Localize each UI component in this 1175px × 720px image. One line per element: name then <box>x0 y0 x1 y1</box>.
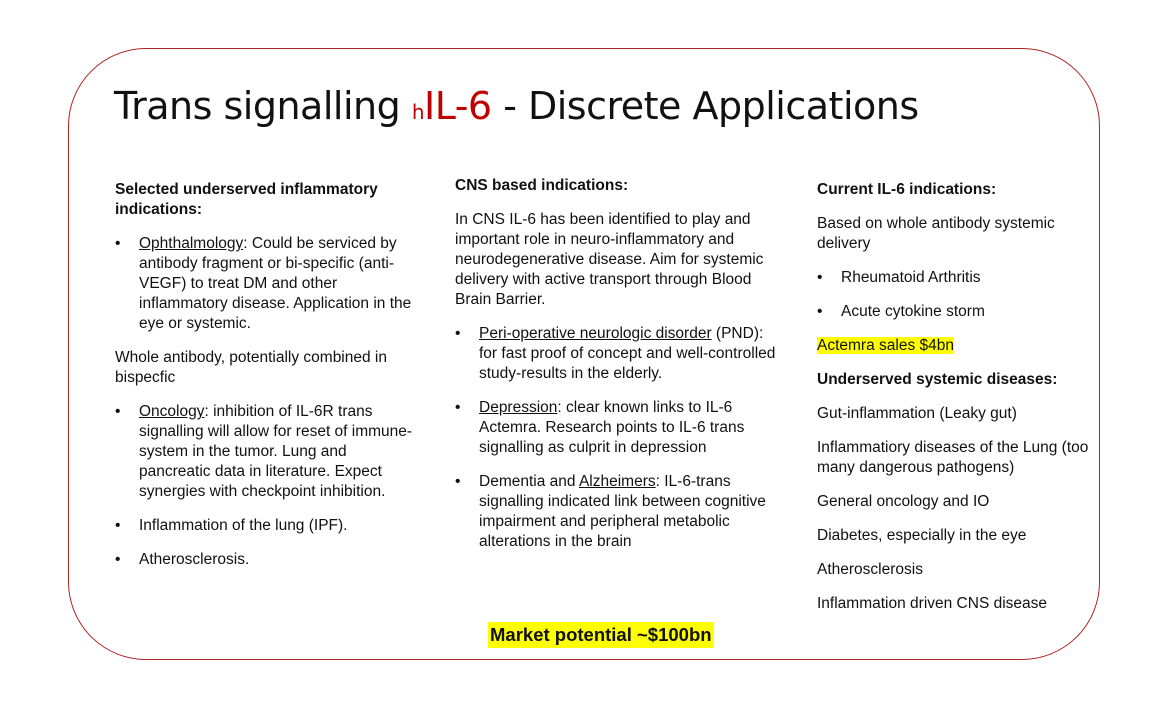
col2-b3-text: : IL-6-trans signalling indicated link between cognitive impairment and peripheral metabolic alterations in the brain <box>479 473 766 550</box>
title-prefix: Trans signalling <box>114 84 412 128</box>
col3-item: Diabetes, especially in the eye <box>817 527 1027 544</box>
col2-intro: In CNS IL-6 has been identified to play and important role in neuro-inflammatory and neurodegenerative disease. Aim for systemic delivery with active transport through Blood Brain Barrier. <box>455 211 764 308</box>
col2-bullet-depression <box>455 398 785 458</box>
col1-paragraph: Whole antibody, potentially combined in bispecfic <box>115 349 387 386</box>
col3-bullet-cytokine: • Acute cytokine storm <box>817 302 1092 322</box>
col3-item: Inflammation driven CNS disease <box>817 595 1048 612</box>
col3-sales-highlight: Actemra sales $4bn <box>817 337 954 354</box>
col1-bullet-ophthalmology <box>115 234 415 334</box>
col2-b3-label: Alzheimers <box>578 473 656 490</box>
col1-heading: Selected underserved inflammatory indications: <box>115 181 378 218</box>
col2-bullet-dementia <box>455 472 785 552</box>
column-current <box>817 180 1092 628</box>
col3-heading2: Underserved systemic diseases: <box>817 371 1058 388</box>
col1-bullet-atherosclerosis: • Atherosclerosis. <box>115 550 415 570</box>
title-suffix: - Discrete Applications <box>491 84 919 128</box>
slide-title <box>114 84 919 128</box>
col1-bullet-ipf: • Inflammation of the lung (IPF). <box>115 516 415 536</box>
col2-bullet-pnd <box>455 324 785 384</box>
title-subscript: h <box>411 100 424 124</box>
market-potential-highlight: Market potential ~$100bn <box>488 622 714 648</box>
col3-intro: Based on whole antibody systemic delivery <box>817 215 1055 252</box>
col2-heading: CNS based indications: <box>455 177 629 194</box>
column-cns <box>455 176 785 566</box>
title-main: IL-6 <box>424 84 492 128</box>
col2-b2-label: Depression <box>479 399 558 416</box>
col1-b1-text: : Could be serviced by antibody fragment or bi-specific (anti-VEGF) to treat DM and other inflammatory disease. Application in the eye or systemic. <box>139 235 412 332</box>
col3-heading: Current IL-6 indications: <box>817 181 997 198</box>
col1-b2-text: : inhibition of IL-6R trans signalling will allow for reset of immune-system in the tumor. Lung and pancreatic data in literature. Expect synergies with checkpoint inhibition. <box>139 403 413 500</box>
col2-b3-pre: Dementia and <box>479 473 579 490</box>
col3-item: Gut-inflammation (Leaky gut) <box>817 405 1017 422</box>
col3-item: General oncology and IO <box>817 493 990 510</box>
col2-b1-text: (PND): for fast proof of concept and well-controlled study-results in the elderly. <box>479 325 776 382</box>
col3-bullet-ra: • Rheumatoid Arthritis <box>817 268 1092 288</box>
col3-item: Atherosclerosis <box>817 561 923 578</box>
col3-item: Inflammatiory diseases of the Lung (too many dangerous pathogens) <box>817 439 1089 476</box>
col2-b1-label: Peri-operative neurologic disorder <box>479 325 712 342</box>
col1-b2-label: Oncology <box>139 403 205 420</box>
col1-bullet-oncology <box>115 402 415 502</box>
column-inflammatory <box>115 180 415 584</box>
col1-b1-label: Ophthalmology <box>139 235 244 252</box>
col2-b2-text: : clear known links to IL-6 Actemra. Research points to IL-6 trans signalling as culprit in depression <box>479 399 745 456</box>
